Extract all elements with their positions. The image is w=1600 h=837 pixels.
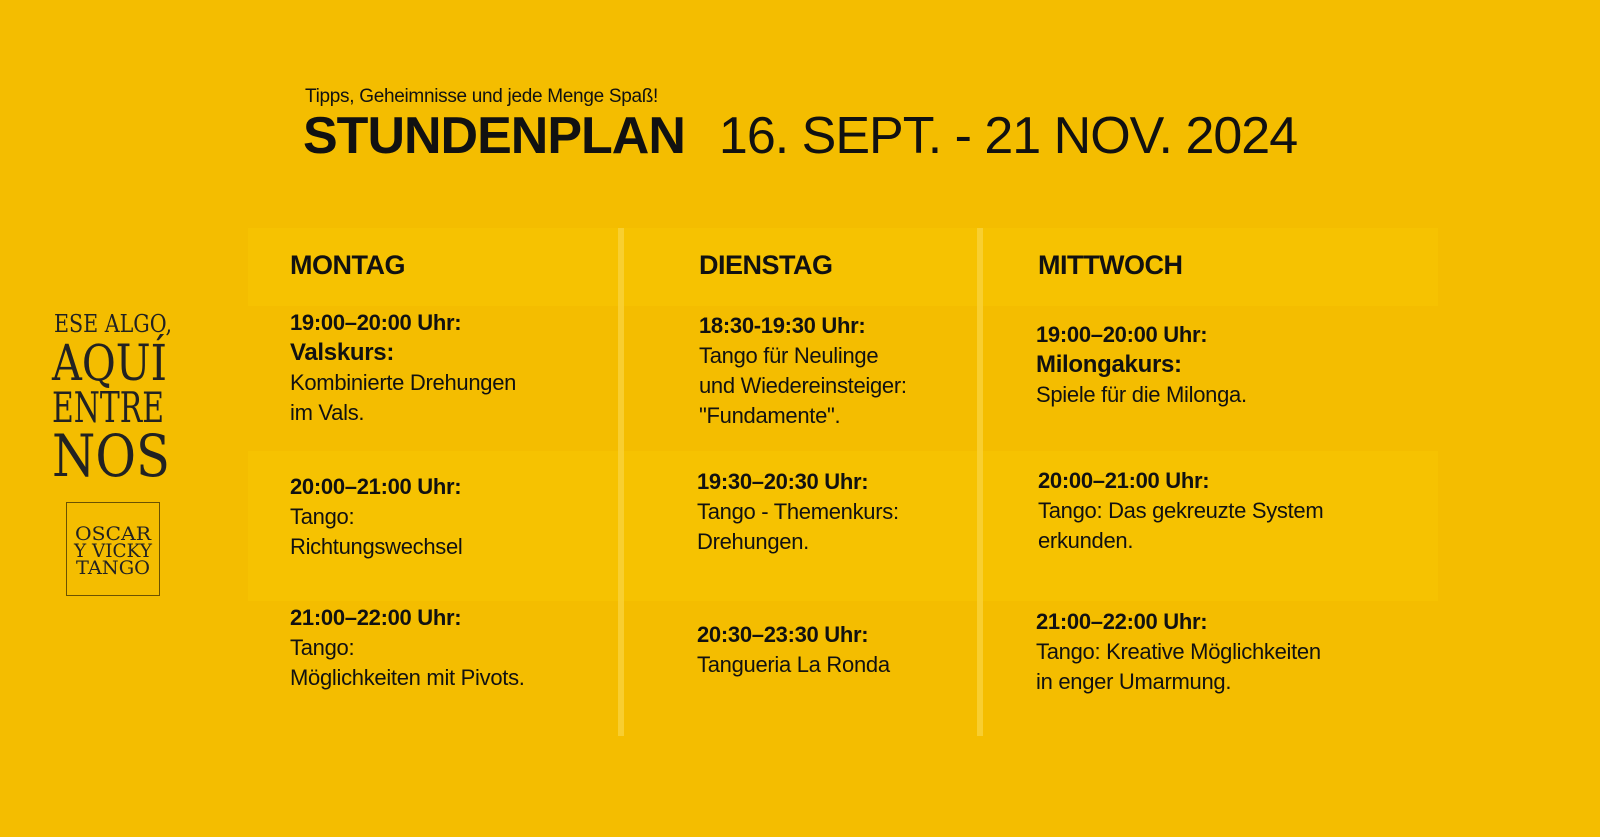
day-header-dienstag: DIENSTAG <box>699 250 833 280</box>
slot-time: 18:30-19:30 Uhr: <box>699 313 866 338</box>
slot-text: Drehungen. <box>697 529 809 554</box>
slot-text: Kombinierte Drehungen <box>290 370 517 395</box>
day-header-mittwoch: MITTWOCH <box>1038 250 1183 280</box>
slot-time: 19:00–20:00 Uhr: <box>290 310 462 335</box>
schedule-slot <box>697 467 1027 557</box>
slot-text: erkunden. <box>1038 528 1134 553</box>
schedule-slot <box>1036 607 1366 697</box>
slot-time: 20:00–21:00 Uhr: <box>290 474 462 499</box>
slot-text: Richtungswechsel <box>290 534 463 559</box>
logo-line-2: AQUÍ <box>52 334 191 392</box>
schedule-slot <box>699 311 1029 431</box>
schedule-slot <box>697 620 1027 680</box>
slot-time: 20:30–23:30 Uhr: <box>697 622 869 647</box>
badge-line-3: TANGO <box>76 557 150 579</box>
slot-time: 19:00–20:00 Uhr: <box>1036 322 1208 347</box>
slot-time: 19:30–20:30 Uhr: <box>697 469 869 494</box>
schedule-slot <box>1036 320 1366 410</box>
badge-line-2: Y VICKY <box>73 540 153 562</box>
ese-algo-logo <box>52 310 191 490</box>
logo-line-4: NOS <box>52 422 170 490</box>
schedule-slot <box>290 308 620 428</box>
schedule-slot <box>290 603 620 693</box>
logo-line-1: ESE ALGO, <box>54 310 172 338</box>
slot-time: 20:00–21:00 Uhr: <box>1038 468 1210 493</box>
title-row <box>303 106 1297 166</box>
schedule-slot <box>290 472 620 562</box>
slot-text: Tango für Neulinge <box>699 343 879 368</box>
tagline: Tipps, Geheimnisse und jede Menge Spaß! <box>305 86 659 107</box>
badge-line-1: OSCAR <box>75 523 152 545</box>
slot-text: und Wiedereinsteiger: <box>699 373 907 398</box>
logo-line-3: ENTRE <box>52 383 164 432</box>
slot-text: Tangueria La Ronda <box>697 652 890 677</box>
oscar-y-vicky-tango-badge <box>66 502 160 596</box>
date-range: 16. SEPT. - 21 NOV. 2024 <box>718 107 1298 165</box>
slot-text: Spiele für die Milonga. <box>1036 382 1247 407</box>
schedule-slot <box>1038 466 1368 556</box>
slot-text: in enger Umarmung. <box>1036 669 1232 694</box>
slot-text: im Vals. <box>290 400 365 425</box>
slot-text: "Fundamente". <box>699 403 841 428</box>
day-header-montag: MONTAG <box>290 250 405 280</box>
slot-text: Tango - Themenkurs: <box>697 499 899 524</box>
slot-text: Tango: <box>290 635 355 660</box>
slot-title: Milongakurs: <box>1036 351 1182 378</box>
slot-text: Tango: Kreative Möglichkeiten <box>1036 639 1321 664</box>
slot-text: Tango: <box>290 504 355 529</box>
slot-time: 21:00–22:00 Uhr: <box>290 605 462 630</box>
slot-text: Möglichkeiten mit Pivots. <box>290 665 525 690</box>
schedule-table <box>248 228 1438 736</box>
header-band <box>248 228 1438 306</box>
slot-time: 21:00–22:00 Uhr: <box>1036 609 1208 634</box>
slot-text: Tango: Das gekreuzte System <box>1038 498 1324 523</box>
slot-title: Valskurs: <box>290 339 395 366</box>
page-title: STUNDENPLAN <box>303 107 685 165</box>
